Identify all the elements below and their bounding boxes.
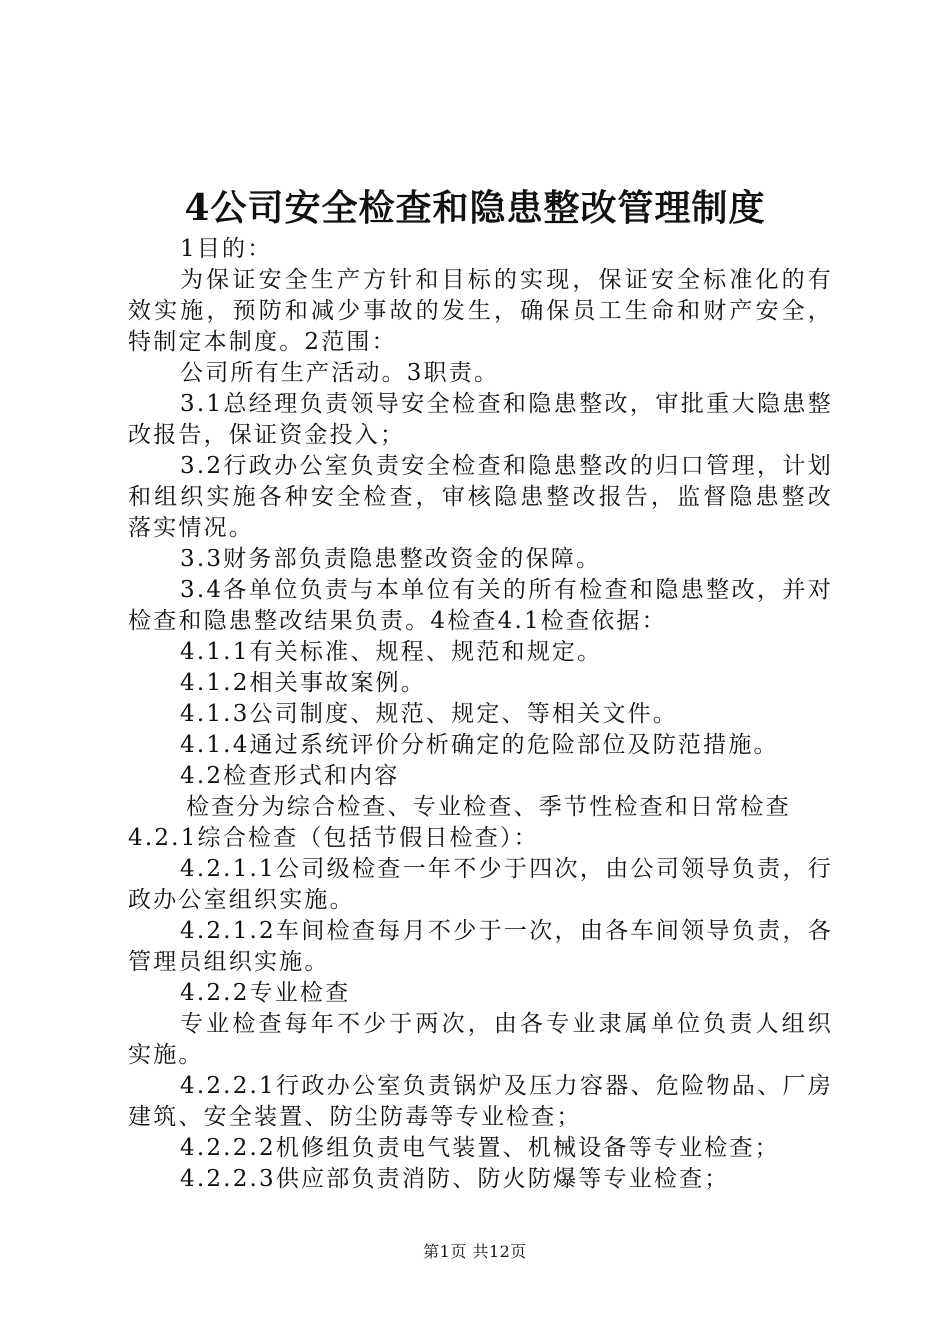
paragraph-4-2-1-2: 4.2.1.2车间检查每月不少于一次，由各车间领导负责，各管理员组织实施。 <box>128 918 833 975</box>
paragraph-4-2: 4.2检查形式和内容 <box>180 763 400 789</box>
paragraph-4-2-1-1: 4.2.1.1公司级检查一年不少于四次，由公司领导负责，行政办公室组织实施。 <box>128 856 833 913</box>
paragraph-4-1-1: 4.1.1有关标准、规程、规范和规定。 <box>180 639 603 665</box>
paragraph-scope: 公司所有生产活动。3职责。 <box>180 360 500 386</box>
paragraph-3-2: 3.2行政办公室负责安全检查和隐患整改的归口管理，计划和组织实施各种安全检查，审核隐患整改报告，监督隐患整改落实情况。 <box>128 453 833 541</box>
paragraph-professional-check: 专业检查每年不少于两次，由各专业隶属单位负责人组织实施。 <box>128 1011 833 1068</box>
paragraph-3-3: 3.3财务部负责隐患整改资金的保障。 <box>180 546 602 572</box>
paragraph-3-4: 3.4各单位负责与本单位有关的所有检查和隐患整改，并对检查和隐患整改结果负责。4检查4.1检查依据： <box>128 577 833 634</box>
paragraph-4-2-2-2: 4.2.2.2机修组负责电气装置、机械设备等专业检查； <box>180 1135 780 1161</box>
paragraph-purpose-heading: 1目的： <box>180 236 273 262</box>
paragraph-4-2-2: 4.2.2专业检查 <box>180 980 351 1006</box>
paragraph-4-1-4: 4.1.4通过系统评价分析确定的危险部位及防范措施。 <box>180 732 779 758</box>
paragraph-4-1-3: 4.1.3公司制度、规范、规定、等相关文件。 <box>180 701 678 727</box>
paragraph-3-1: 3.1总经理负责领导安全检查和隐患整改，审批重大隐患整改报告，保证资金投入； <box>128 391 833 448</box>
document-body <box>128 234 833 1195</box>
paragraph-4-2-1: 4.2.1综合检查（包括节假日检查）： <box>128 825 539 851</box>
document-title: 4公司安全检查和隐患整改管理制度 <box>184 187 766 229</box>
paragraph-4-1-2: 4.1.2相关事故案例。 <box>180 670 426 696</box>
paragraph-4-2-2-1: 4.2.2.1行政办公室负责锅炉及压力容器、危险物品、厂房建筑、安全装置、防尘防毒等专业检查； <box>128 1073 833 1130</box>
paragraph-4-2-2-3: 4.2.2.3供应部负责消防、防火防爆等专业检查； <box>180 1166 730 1192</box>
paragraph-check-types: 检查分为综合检查、专业检查、季节性检查和日常检查 <box>186 794 791 820</box>
paragraph-purpose: 为保证安全生产方针和目标的实现，保证安全标准化的有效实施，预防和减少事故的发生，确保员工生命和财产安全，特制定本制度。2范围： <box>128 267 833 355</box>
page-footer: 第1页 共12页 <box>423 1242 527 1261</box>
